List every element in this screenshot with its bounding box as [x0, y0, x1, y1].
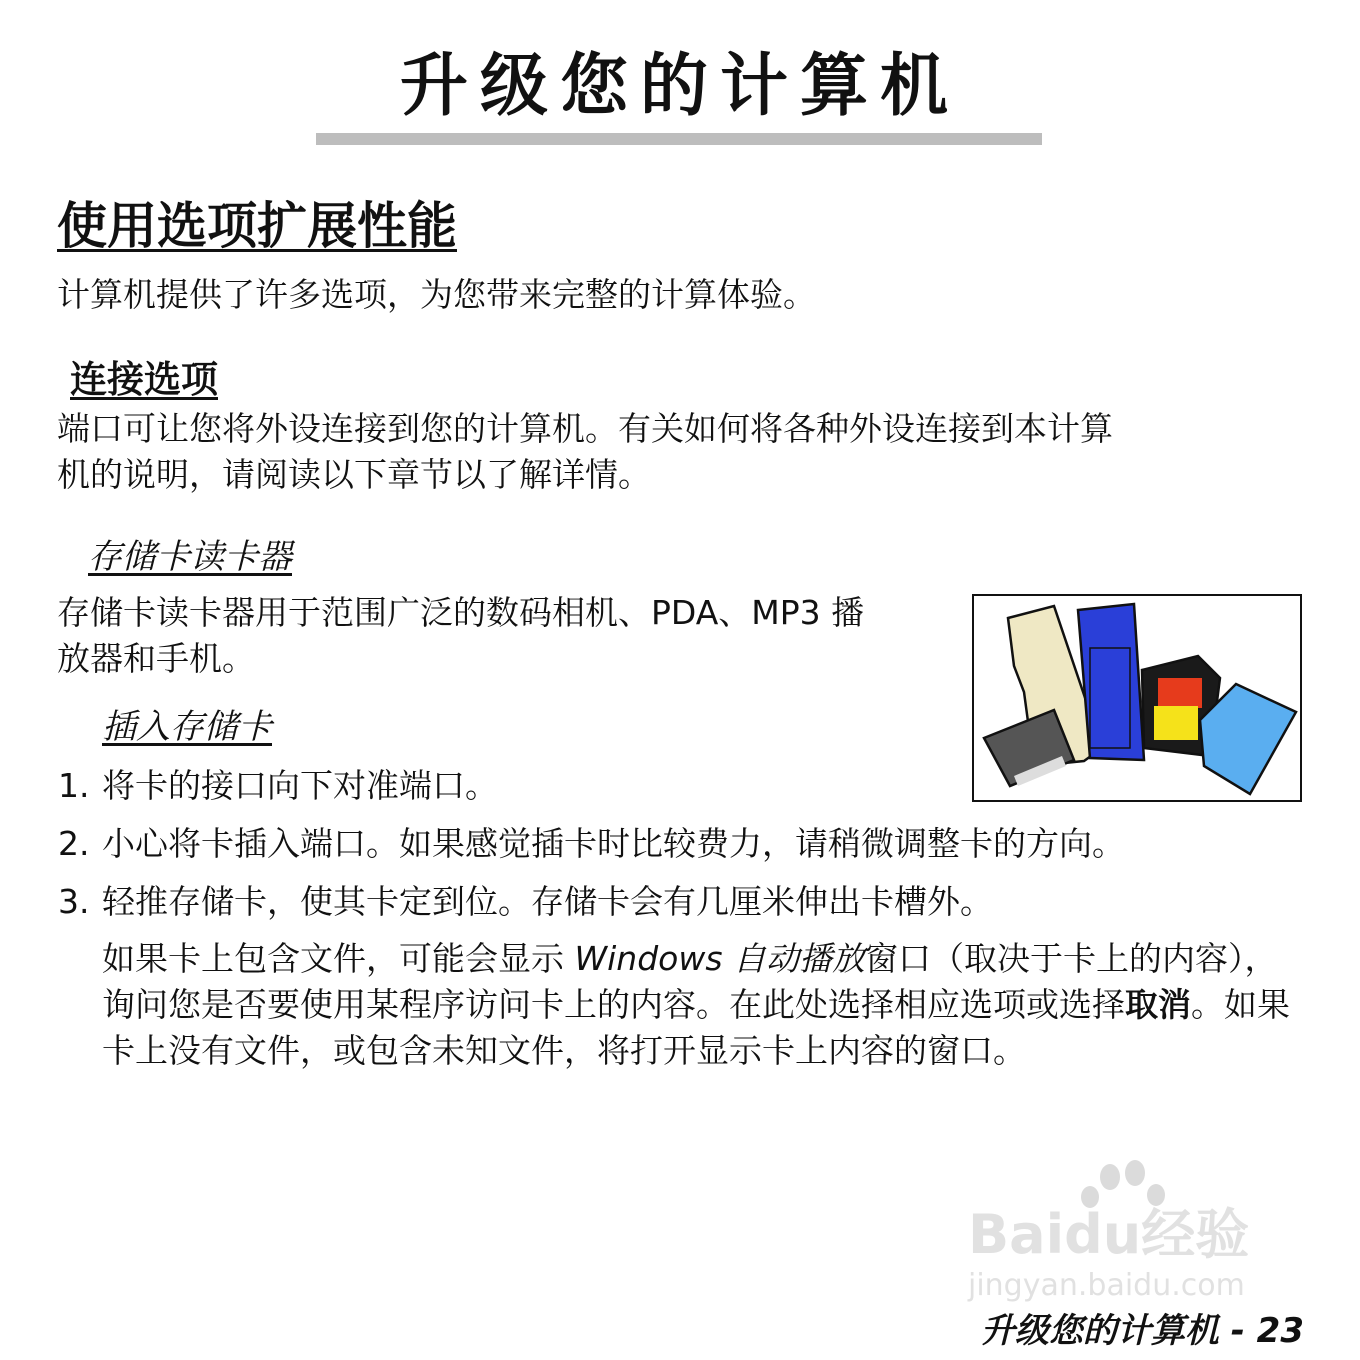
steps-list: [58, 763, 1125, 937]
note-paragraph: 如果卡上包含文件，可能会显示 Windows 自动播放窗口（取决于卡上的内容），询问您是否要使用某程序访问卡上的内容。在此处选择相应选项或选择取消。如果卡上没有文件，或包含未知文件，将打开显示卡上内容的窗口。: [102, 939, 1290, 1070]
title-rule: [316, 133, 1042, 145]
connect-text-line2: 机的说明，请阅读以下章节以了解详情。: [57, 455, 651, 494]
baidu-watermark: [960, 1155, 1280, 1305]
list-item: 1. 将卡的接口向下对准端口。: [58, 766, 498, 805]
sd-card-blue: [1078, 604, 1144, 760]
list-item: 3. 轻推存储卡，使其卡定到位。存储卡会有几厘米伸出卡槽外。: [58, 882, 993, 921]
page-title: 升级您的计算机: [399, 47, 960, 126]
svg-text:Baidu经验: Baidu经验: [968, 1203, 1250, 1266]
card-reader-text-line1: 存储卡读卡器用于范围广泛的数码相机、PDA、MP3 播: [57, 593, 865, 632]
svg-text:jingyan.baidu.com: jingyan.baidu.com: [968, 1268, 1245, 1303]
card-reader-heading: 存储卡读卡器: [88, 537, 292, 577]
card-reader-text-line2: 放器和手机。: [57, 639, 255, 678]
intro-text: 计算机提供了许多选项，为您带来完整的计算体验。: [57, 275, 816, 314]
paw-icon: [960, 1155, 1280, 1305]
cancel-label: 取消: [1125, 985, 1191, 1024]
connect-heading: 连接选项: [70, 358, 218, 401]
connect-text-line1: 端口可让您将外设连接到您的计算机。有关如何将各种外设连接到本计算: [57, 409, 1113, 448]
insert-card-heading: 插入存储卡: [102, 707, 272, 747]
page-footer: 升级您的计算机 - 23: [980, 1311, 1304, 1351]
section-heading: 使用选项扩展性能: [57, 197, 457, 255]
list-item: 2. 小心将卡插入端口。如果感觉插卡时比较费力，请稍微调整卡的方向。: [58, 824, 1125, 863]
